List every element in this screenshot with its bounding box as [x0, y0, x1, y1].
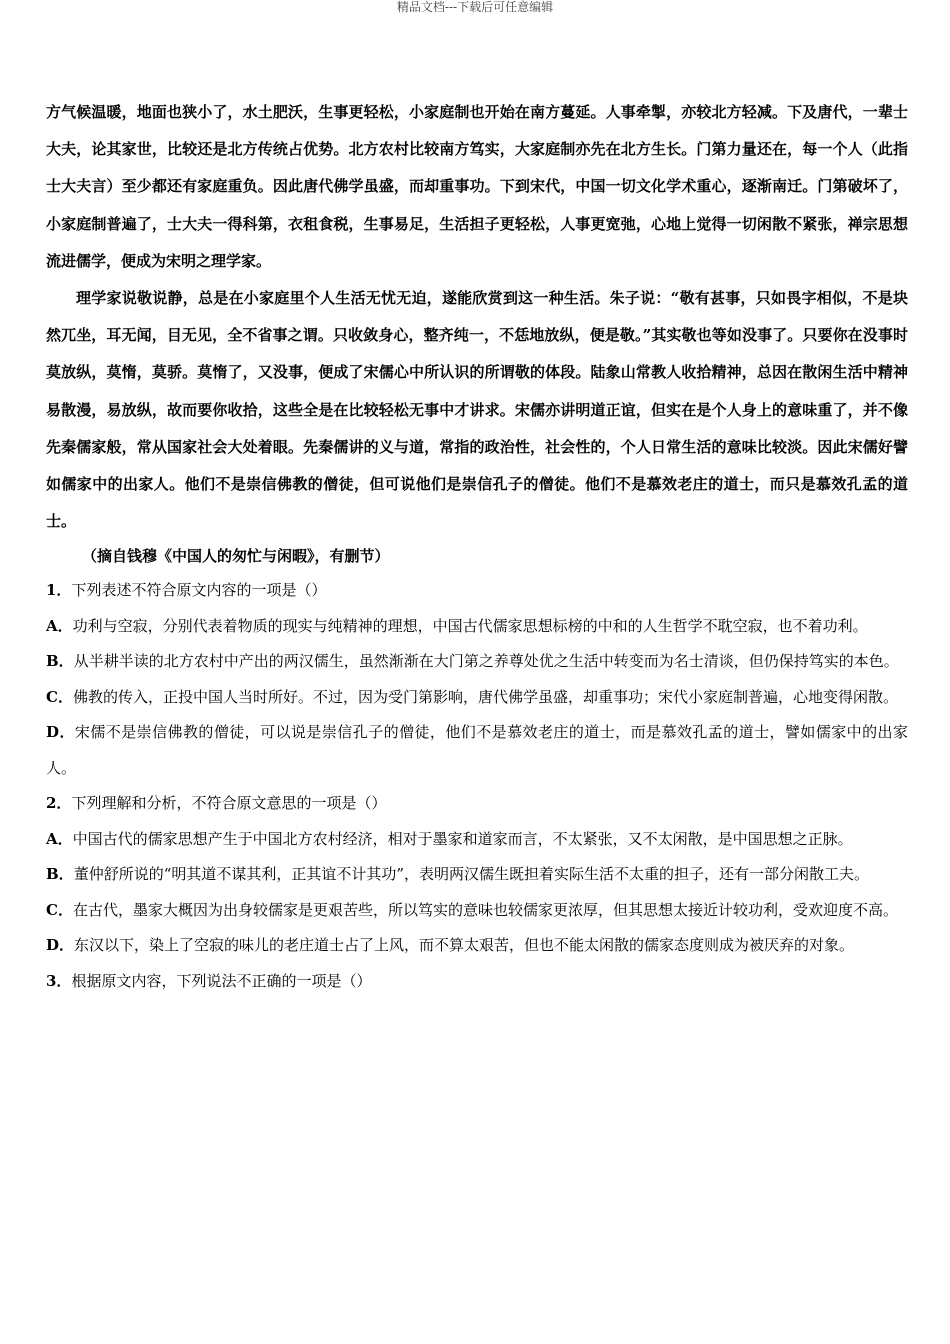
option-label: D． [46, 936, 75, 955]
question-stem: 下列表述不符合原文内容的一项是（） [71, 581, 327, 600]
body-paragraph: 理学家说敬说静，总是在小家庭里个人生活无忧无迫，遂能欣赏到这一种生活。朱子说：“敬有甚事，只如畏字相似，不是块然兀坐，耳无闻，目无见，全不省事之谓。只收敛身心，整齐纯一，不恁地放纵，便是敬。”其实敬也等如没事了。只要你在没事时莫放纵，莫惰，莫骄。莫惰了，又没事，便成了宋儒心中所认识的所谓敬的体段。陆象山常教人收拾精神，总因在散闲生活中精神易散漫，易放纵，故而要你收拾，这些全是在比较轻松无事中才讲求。宋儒亦讲明道正谊，但实在是个人身上的意味重了，并不像先秦儒家般，常从国家社会大处着眼。先秦儒讲的义与道，常指的政治性，社会性的，个人日常生活的意味比较淡。因此宋儒好譬如儒家中的出家人。他们不是崇信佛教的僧徒，但可说他们是崇信孔子的僧徒。他们不是慕效老庄的道士，而只是慕效孔孟的道士。 [46, 289, 908, 531]
question-stem: 根据原文内容，下列说法不正确的一项是（） [71, 971, 372, 990]
page-header: 精品文档---下载后可任意编辑 [396, 0, 554, 14]
question-1 [46, 573, 908, 786]
option-text: 功利与空寂，分别代表着物质的现实与纯精神的理想，中国古代儒家思想标榜的中和的人生哲学不耽空寂，也不着功利。 [72, 616, 868, 635]
option-label: B． [46, 652, 74, 671]
option-label: D． [46, 723, 75, 742]
option-text: 佛教的传入，正投中国人当时所好。不过，因为受门第影响，唐代佛学虽盛，却重事功；宋代小家庭制普遍，心地变得闲散。 [72, 687, 898, 706]
option-text: 中国古代的儒家思想产生于中国北方农村经济，相对于墨家和道家而言，不太紧张，又不太闲散，是中国思想之正脉。 [72, 829, 853, 848]
question-number: 1． [46, 581, 72, 600]
question-3 [46, 964, 908, 1000]
option-label: C． [46, 900, 73, 919]
option-label: B． [46, 865, 74, 884]
option-text: 从半耕半读的北方农村中产出的两汉儒生，虽然渐渐在大门第之养尊处优之生活中转变而为名士清谈，但仍保持笃实的本色。 [73, 652, 899, 671]
body-paragraph: 方气候温暖，地面也狭小了，水土肥沃，生事更轻松，小家庭制也开始在南方蔓延。人事牵掣，亦较北方轻减。下及唐代，一辈士大夫，论其家世，比较还是北方传统占优势。北方农村比较南方笃实，大家庭制亦先在北方生长。门第力量还在，每一个人（此指士大夫言）至少都还有家庭重负。因此唐代佛学虽盛，而却重事功。下到宋代，中国一切文化学术重心，逐渐南迁。门第破坏了，小家庭制普遍了，士大夫一得科第，衣租食税，生事易足，生活担子更轻松，人事更宽弛，心地上觉得一切闲散不紧张，禅宗思想流进儒学，便成为宋明之理学家。 [46, 103, 908, 270]
option-label: C． [46, 687, 73, 706]
source-citation: （摘自钱穆《中国人的匆忙与闲暇》，有删节） [82, 547, 390, 566]
document-body [46, 94, 908, 999]
option-text: 董仲舒所说的“明其道不谋其利，正其谊不计其功”，表明两汉儒生既担着实际生活不太重的担子，还有一部分闲散工夫。 [73, 865, 870, 884]
question-number: 2． [46, 794, 72, 813]
option-label: A． [46, 829, 73, 848]
option-label: A． [46, 616, 73, 635]
option-text: 在古代，墨家大概因为出身较儒家是更艰苦些，所以笃实的意味也较儒家更浓厚，但其思想太接近计较功利，受欢迎度不高。 [72, 900, 898, 919]
option-text: 宋儒不是崇信佛教的僧徒，可以说是崇信孔子的僧徒，他们不是慕效老庄的道士，而是慕效孔孟的道士，譬如儒家中的出家人。 [46, 723, 908, 777]
question-number: 3． [46, 971, 72, 990]
question-2 [46, 786, 908, 964]
option-text: 东汉以下，染上了空寂的味儿的老庄道士占了上风，而不算太艰苦，但也不能太闲散的儒家态度则成为被厌弃的对象。 [74, 936, 855, 955]
question-stem: 下列理解和分析，不符合原文意思的一项是（） [71, 794, 387, 813]
